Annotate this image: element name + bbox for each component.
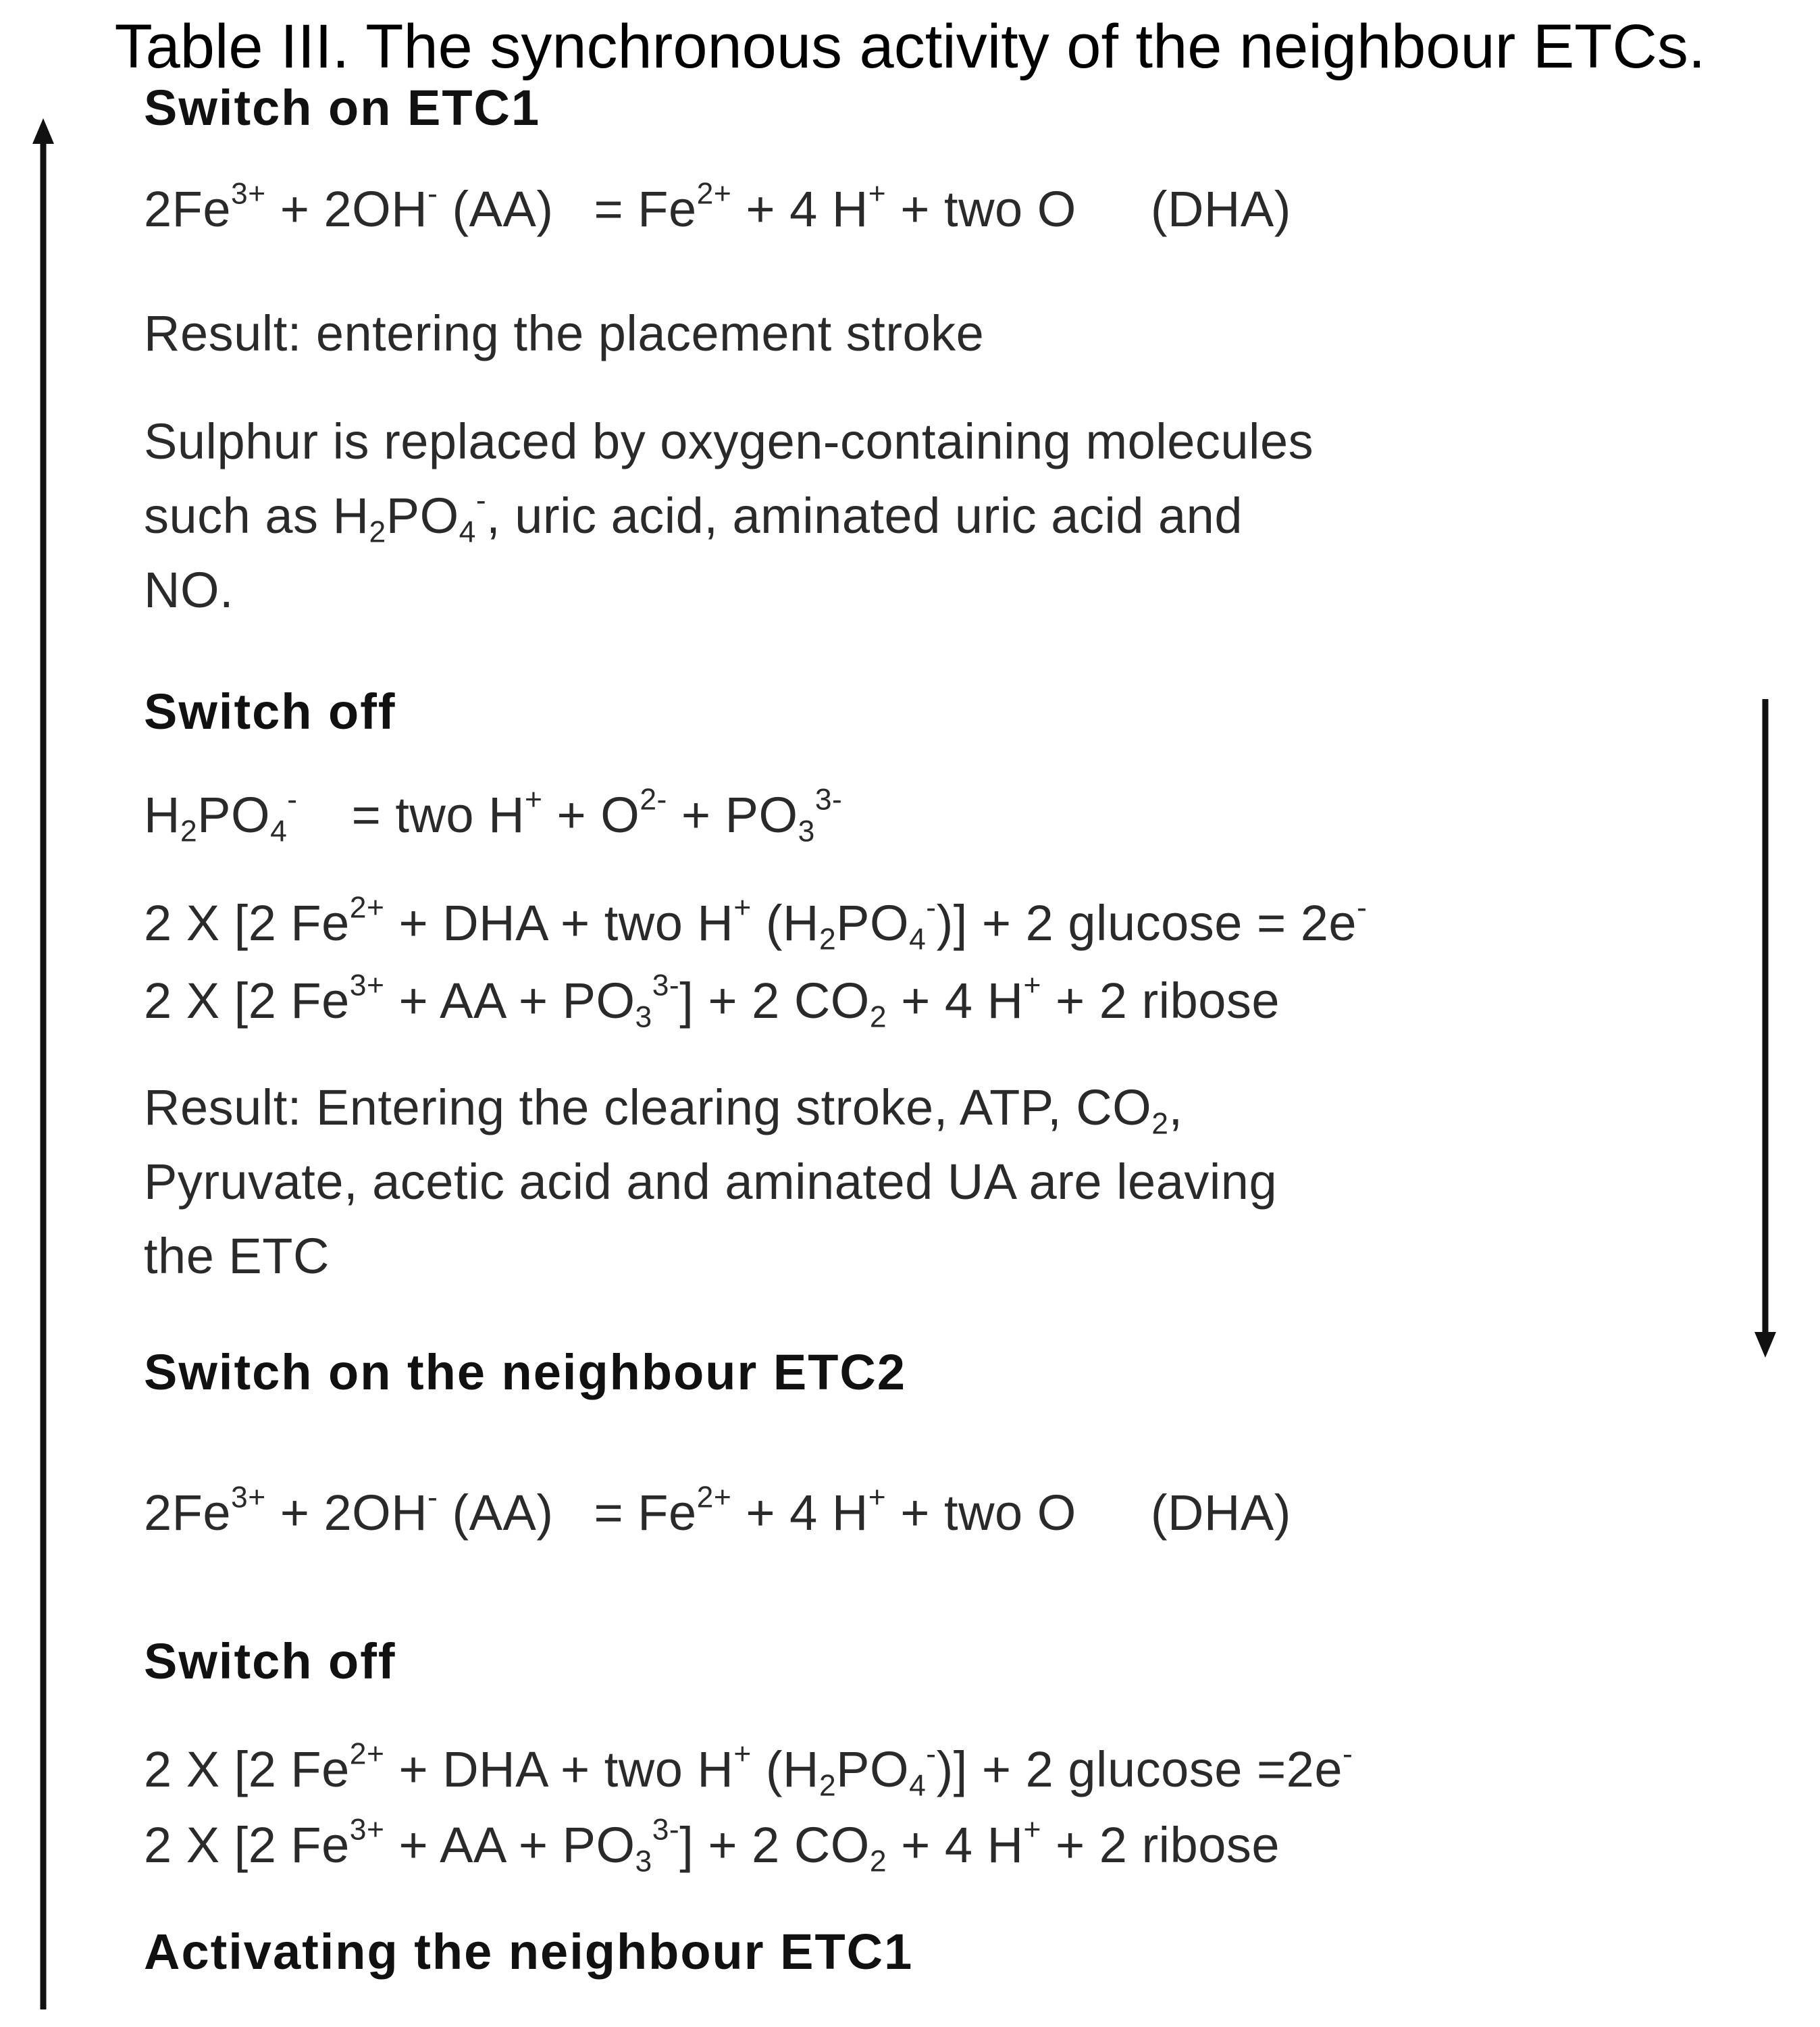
heading-switch-off-1: Switch off	[144, 684, 396, 740]
sulphur-line-2: such as $H_2PO_4^-$, uric acid, aminated uric acid and	[144, 484, 1243, 549]
equation-ribose-2: 2 X [2 $Fe^{3+}$ + AA + $PO_3^{3-}] + 2$ $CO_2 + 4$ H+ + 2 ribose	[144, 1813, 1280, 1878]
sulphur-line-3: NO.	[144, 562, 234, 618]
equation-ribose-1: 2 X [2 $Fe^{3+}$ + AA + $PO_3^{3-}] + 2$ $CO_2 + 4$ H+ + 2 ribose	[144, 969, 1280, 1034]
heading-switch-on-etc1: Switch on ETC1	[144, 80, 541, 136]
downward-arrow-head	[1754, 1332, 1776, 1358]
table-title: Table III. The synchronous activity of the neighbour ETCs.	[114, 12, 1706, 81]
heading-switch-off-2: Switch off	[144, 1633, 396, 1689]
equation-etc2: $2Fe^{3+} + 2OH^-$ $(AA) = Fe^{2+} + 4$ H+ + two O (DHA)	[144, 1481, 1291, 1541]
equation-etc1: $2Fe^{3+} + 2OH^-$ $(AA) = Fe^{2+} + 4$ H+ + two O (DHA)	[144, 177, 1291, 237]
result-clearing-line-2: Pyruvate, acetic acid and aminated UA are leaving	[144, 1154, 1278, 1210]
result-clearing-line-1: Result: Entering the clearing stroke, ATP, $CO_2$,	[144, 1079, 1183, 1141]
result-placement-stroke: Result: entering the placement stroke	[144, 305, 985, 361]
upward-arrow-head	[32, 118, 54, 144]
sulphur-line-1: Sulphur is replaced by oxygen-containing molecules	[144, 413, 1314, 469]
equation-glucose-2: 2 X [2 $Fe^{2+}$ + DHA + two H+ $(H_2PO_4^-)] + 2$ glucose =2e-	[144, 1737, 1353, 1803]
downward-arrow	[1749, 699, 1783, 1358]
heading-switch-on-etc2: Switch on the neighbour ETC2	[144, 1344, 906, 1400]
result-clearing-line-3: the ETC	[144, 1228, 330, 1284]
heading-activating-etc1: Activating the neighbour ETC1	[144, 1924, 914, 1980]
equation-glucose-1: 2 X [2 $Fe^{2+}$ + DHA + two H+ $(H_2PO_4^-)] + 2$ glucose = 2e-	[144, 891, 1368, 956]
upward-arrow	[27, 118, 61, 2009]
equation-h2po4: $H_2PO_4^-$ = two $H^+ + O^{2-} + PO_3^{3-}$	[144, 783, 843, 848]
